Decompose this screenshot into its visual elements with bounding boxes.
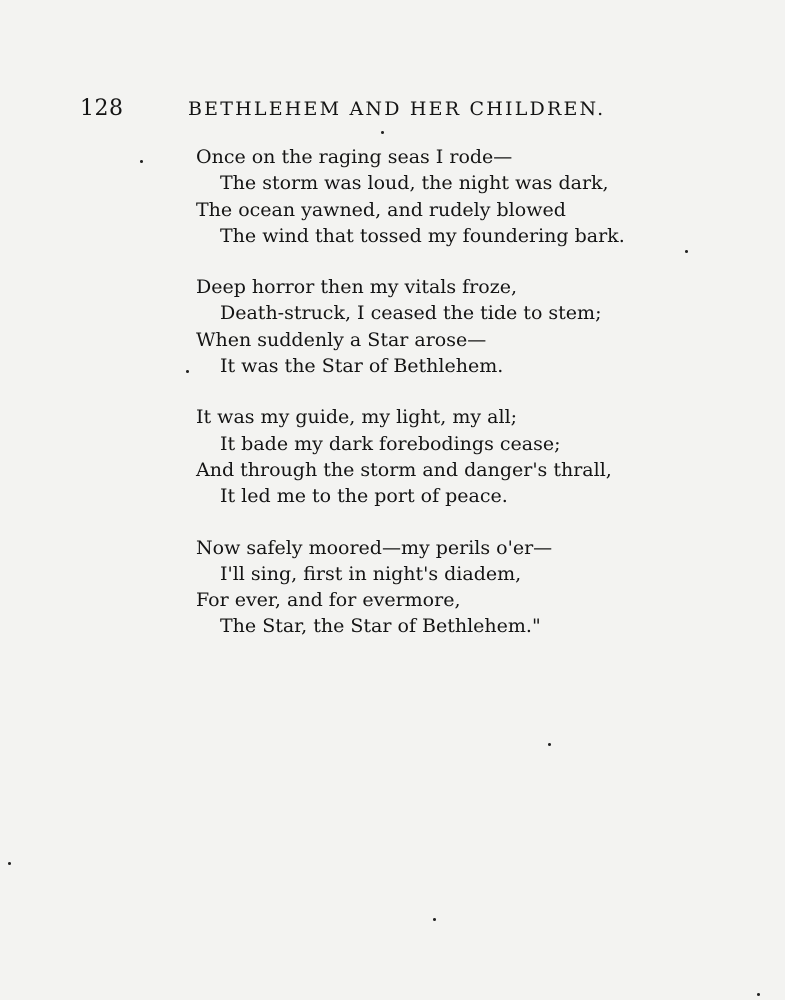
stanza-4: [196, 535, 666, 640]
poem-line: The wind that tossed my foundering bark.: [220, 224, 625, 247]
scan-speck: [685, 250, 688, 253]
stanza-3: [196, 404, 666, 509]
poem-line: For ever, and for evermore,: [196, 589, 461, 612]
poem-line: I'll sing, first in night's diadem,: [220, 562, 522, 585]
scan-speck: [433, 918, 436, 921]
poem-line: When suddenly a Star arose—: [196, 328, 487, 351]
scan-speck: [140, 160, 143, 163]
poem-line: Deep horror then my vitals froze,: [196, 276, 517, 299]
scan-speck: [186, 370, 189, 373]
scan-speck: [381, 131, 384, 134]
page-header: [80, 96, 640, 132]
page-number: 128: [80, 96, 124, 121]
stanza-1: [196, 144, 666, 249]
poem-line: It led me to the port of peace.: [220, 485, 508, 508]
poem-line: Now safely moored—my perils o'er—: [196, 536, 553, 559]
scan-speck: [8, 862, 11, 865]
poem-line: The ocean yawned, and rudely blowed: [196, 198, 566, 221]
poem-line: It was my guide, my light, my all;: [196, 406, 518, 429]
scan-speck: [548, 743, 551, 746]
stanza-2: [196, 274, 666, 379]
poem: [196, 144, 666, 665]
poem-line: Death-struck, I ceased the tide to stem;: [220, 302, 602, 325]
running-title: BETHLEHEM AND HER CHILDREN.: [188, 98, 606, 120]
poem-line: It was the Star of Bethlehem.: [220, 355, 504, 378]
poem-line: And through the storm and danger's thrall,: [196, 458, 612, 481]
poem-line: The Star, the Star of Bethlehem.": [220, 615, 541, 638]
poem-line: Once on the raging seas I rode—: [196, 146, 513, 168]
poem-line: The storm was loud, the night was dark,: [220, 172, 609, 195]
scan-speck: [757, 993, 760, 996]
poem-line: It bade my dark forebodings cease;: [220, 432, 561, 455]
